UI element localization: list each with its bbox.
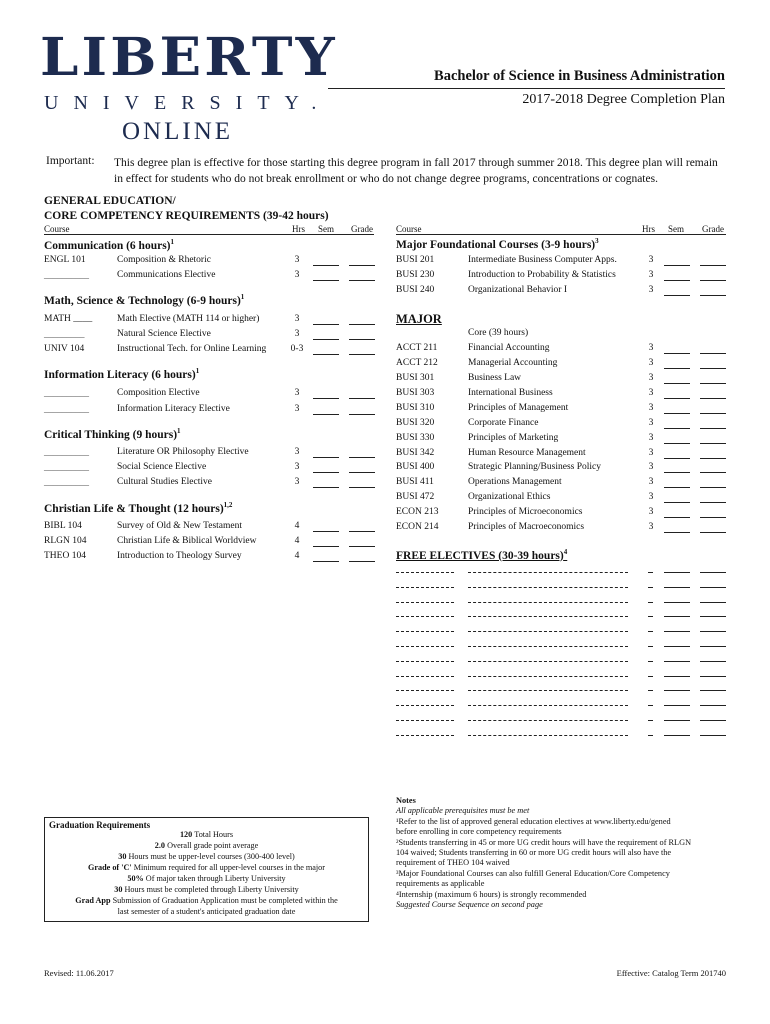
elective-hrs-field[interactable] [648,587,653,588]
grad-req-key: 30 [114,885,125,894]
elective-name-field[interactable] [468,720,628,721]
major-row-grade-field[interactable] [700,428,726,429]
major-row-code: ECON 214 [396,522,439,532]
gen-ed-row-grade-field[interactable] [349,398,375,399]
document-title: Bachelor of Science in Business Administration [434,68,725,84]
gen-ed-row-hrs: 3 [294,404,300,414]
elective-hrs-field[interactable] [648,616,653,617]
elective-grade-field[interactable] [700,646,726,647]
elective-code-field[interactable] [396,646,454,647]
gen-ed-row-code: _________ [44,329,85,339]
elective-hrs-field[interactable] [648,690,653,691]
note-line: requirement of THEO 104 waived [396,858,510,868]
elective-grade-field[interactable] [700,616,726,617]
section-title-1-sup: 1 [240,293,245,301]
grad-req-key: Grade of 'C' [88,863,134,872]
major-row-code: ACCT 212 [396,358,438,368]
gen-ed-row-name: Literature OR Philosophy Elective [117,447,249,457]
elective-name-field[interactable] [468,705,628,706]
grad-req-text: Of major taken through Liberty University [145,874,286,883]
grad-req-text: Overall grade point average [167,841,259,850]
gen-ed-row-hrs: 3 [294,329,300,339]
major-row-sem-field[interactable] [664,458,690,459]
major-core-label: Core (39 hours) [468,328,529,338]
elective-code-field[interactable] [396,676,454,677]
note-line: ¹Refer to the list of approved general education electives at www.liberty.edu/gened [396,816,671,826]
gen-ed-row-code: THEO 104 [44,551,86,561]
major-row-hrs: 3 [648,373,654,383]
section-title-1-text: Math, Science & Technology (6-9 hours) [44,294,241,307]
section-title-3 [44,427,181,441]
major-row-grade-field[interactable] [700,443,726,444]
major-row-hrs: 3 [648,492,654,502]
gen-ed-row-name: Survey of Old & New Testament [117,521,243,531]
gen-ed-row-name: Christian Life & Biblical Worldview [117,536,257,546]
elective-code-field[interactable] [396,602,454,603]
grad-req-text: Hours must be upper-level courses (300-400 level) [128,852,295,861]
section-title-2-sup: 1 [195,367,200,375]
gen-ed-row-code: __________ [44,447,89,457]
gen-ed-row-sem-field[interactable] [313,280,339,281]
grad-req-key: 30 [118,852,129,861]
elective-name-field[interactable] [468,646,628,647]
major-row-name: Organizational Ethics [468,492,551,502]
gen-ed-row-grade-field[interactable] [349,531,375,532]
gen-ed-row-code: __________ [44,388,89,398]
grad-req-item [49,830,364,841]
section-title-0-text: Communication (6 hours) [44,239,171,252]
foundational-row-name: Organizational Behavior I [468,285,568,295]
graduation-requirements-box [44,817,369,922]
foundational-row-code: BUSI 201 [396,255,435,265]
grad-req-item [49,896,364,907]
section-title-4-text: Christian Life & Thought (12 hours) [44,502,224,515]
note-line: ³Major Foundational Courses can also fulfill General Education/Core Competency [396,868,670,878]
foundational-row-sem-field[interactable] [664,295,690,296]
gen-ed-row-sem-field[interactable] [313,561,339,562]
note-line: ²Students transferring in 45 or more UG credit hours will have the requirement of RLGN [396,837,692,847]
elective-hrs-field[interactable] [648,676,653,677]
col-grade-right: Grade [702,224,724,234]
foundational-row-code: BUSI 240 [396,285,435,295]
major-row-hrs: 3 [648,507,654,517]
document-subtitle: 2017-2018 Degree Completion Plan [522,92,725,107]
title-rule [328,88,725,89]
gen-ed-row-sem-field[interactable] [313,339,339,340]
foundational-title-text: Major Foundational Courses (3-9 hours) [396,238,596,251]
section-title-0 [44,238,174,252]
col-course-left: Course [44,224,70,234]
elective-name-field[interactable] [468,676,628,677]
elective-code-field[interactable] [396,587,454,588]
gen-ed-row-sem-field[interactable] [313,265,339,266]
note-line: Suggested Course Sequence on second page [396,900,543,910]
gen-ed-row-hrs: 4 [294,551,300,561]
gen-ed-row-code: __________ [44,270,89,280]
gen-ed-row-name: Composition & Rhetoric [117,255,211,265]
note-line: before enrolling in core competency requirements [396,827,562,837]
major-row-sem-field[interactable] [664,383,690,384]
elective-hrs-field[interactable] [648,735,653,736]
elective-hrs-field[interactable] [648,720,653,721]
elective-grade-field[interactable] [700,602,726,603]
gen-ed-row-grade-field[interactable] [349,414,375,415]
major-row-hrs: 3 [648,403,654,413]
gen-ed-row-hrs: 3 [294,270,300,280]
liberty-logo-text: LIBERTY [40,27,338,88]
major-row-name: International Business [468,388,553,398]
gen-ed-row-sem-field[interactable] [313,324,339,325]
major-row-name: Financial Accounting [468,343,550,353]
major-row-hrs: 3 [648,418,654,428]
gen-ed-row-sem-field[interactable] [313,398,339,399]
major-row-grade-field[interactable] [700,458,726,459]
major-row-grade-field[interactable] [700,368,726,369]
elective-hrs-field[interactable] [648,661,653,662]
foundational-row-code: BUSI 230 [396,270,435,280]
section-title-0-sup: 1 [170,238,175,246]
grad-req-text: Hours must be completed through Liberty University [124,885,299,894]
elective-grade-field[interactable] [700,676,726,677]
major-row-sem-field[interactable] [664,532,690,533]
gen-ed-row-code: RLGN 104 [44,536,87,546]
elective-grade-field[interactable] [700,705,726,706]
major-row-sem-field[interactable] [664,413,690,414]
elective-code-field[interactable] [396,572,454,573]
elective-grade-field[interactable] [700,690,726,691]
gen-ed-row-name: Math Elective (MATH 114 or higher) [117,314,260,324]
gen-ed-row-hrs: 3 [294,255,300,265]
major-row-code: BUSI 330 [396,433,435,443]
foundational-title-sup: 3 [595,237,599,245]
elective-grade-field[interactable] [700,631,726,632]
major-row-name: Human Resource Management [468,448,586,458]
major-row-sem-field[interactable] [664,472,690,473]
gen-ed-row-hrs: 3 [294,314,300,324]
header-rule-right [396,234,726,235]
major-row-sem-field[interactable] [664,398,690,399]
elective-sem-field[interactable] [664,661,690,662]
revised-date: Revised: 11.06.2017 [44,968,114,978]
free-electives-title-sup: 4 [563,548,568,556]
foundational-row-hrs: 3 [648,270,654,280]
major-row-hrs: 3 [648,433,654,443]
gen-ed-row-sem-field[interactable] [313,457,339,458]
elective-code-field[interactable] [396,720,454,721]
gen-ed-row-sem-field[interactable] [313,531,339,532]
elective-code-field[interactable] [396,705,454,706]
gen-ed-row-sem-field[interactable] [313,414,339,415]
online-logo-text: ONLINE [122,118,234,145]
major-row-grade-field[interactable] [700,532,726,533]
grad-req-key: Grad App [75,896,113,905]
section-title-4 [44,501,232,515]
major-row-sem-field[interactable] [664,502,690,503]
grad-req-key: 120 [179,830,195,839]
gen-ed-row-code: UNIV 104 [44,344,85,354]
gen-ed-row-grade-field[interactable] [349,324,375,325]
gen-ed-row-grade-field[interactable] [349,546,375,547]
major-row-sem-field[interactable] [664,368,690,369]
elective-sem-field[interactable] [664,735,690,736]
gen-ed-row-code: BIBL 104 [44,521,82,531]
elective-sem-field[interactable] [664,720,690,721]
gen-ed-row-name: Information Literacy Elective [117,404,230,414]
elective-hrs-field[interactable] [648,705,653,706]
major-row-name: Principles of Management [468,403,569,413]
major-row-sem-field[interactable] [664,517,690,518]
major-row-name: Business Law [468,373,522,383]
gen-ed-row-sem-field[interactable] [313,472,339,473]
gen-ed-row-hrs: 3 [294,462,300,472]
major-row-hrs: 3 [648,358,654,368]
major-row-code: BUSI 400 [396,462,435,472]
section-title-2 [44,367,199,381]
elective-hrs-field[interactable] [648,602,653,603]
elective-sem-field[interactable] [664,631,690,632]
gen-ed-row-hrs: 3 [294,447,300,457]
gen-ed-row-grade-field[interactable] [349,472,375,473]
grad-req-item [49,863,364,874]
elective-name-field[interactable] [468,735,628,736]
major-row-hrs: 3 [648,462,654,472]
elective-hrs-field[interactable] [648,631,653,632]
effective-term: Effective: Catalog Term 201740 [616,968,726,978]
grad-req-item [49,907,364,918]
gen-ed-row-sem-field[interactable] [313,354,339,355]
elective-hrs-field[interactable] [648,646,653,647]
gen-ed-row-code: __________ [44,477,89,487]
major-row-grade-field[interactable] [700,487,726,488]
grad-req-text: Total Hours [194,830,234,839]
col-sem-left: Sem [318,224,335,234]
major-row-name: Operations Management [468,477,562,487]
gen-ed-row-sem-field[interactable] [313,487,339,488]
major-row-grade-field[interactable] [700,517,726,518]
section-title-4-sup: 1,2 [223,501,233,509]
gen-ed-row-code: __________ [44,462,89,472]
major-row-code: ECON 213 [396,507,439,517]
foundational-row-hrs: 3 [648,285,654,295]
elective-code-field[interactable] [396,690,454,691]
major-row-grade-field[interactable] [700,353,726,354]
university-logo-text: UNIVERSITY. [44,92,332,114]
gen-ed-row-grade-field[interactable] [349,457,375,458]
elective-sem-field[interactable] [664,602,690,603]
note-line: ⁴Internship (maximum 6 hours) is strongly recommended [396,889,587,899]
gen-ed-row-name: Communications Elective [117,270,216,280]
elective-grade-field[interactable] [700,720,726,721]
grad-req-key: 50% [127,874,146,883]
gen-ed-row-grade-field[interactable] [349,561,375,562]
gen-ed-row-hrs: 3 [294,388,300,398]
major-row-hrs: 3 [648,343,654,353]
major-heading: MAJOR [396,312,442,326]
gen-ed-row-name: Social Science Elective [117,462,207,472]
gen-ed-row-hrs: 3 [294,477,300,487]
elective-sem-field[interactable] [664,572,690,573]
important-label: Important: [46,155,95,167]
major-row-code: ACCT 211 [396,343,438,353]
major-row-name: Principles of Microeconomics [468,507,583,517]
elective-name-field[interactable] [468,602,628,603]
major-row-grade-field[interactable] [700,502,726,503]
major-row-name: Corporate Finance [468,418,539,428]
gen-ed-row-name: Natural Science Elective [117,329,211,339]
elective-code-field[interactable] [396,616,454,617]
graduation-requirements-title: Graduation Requirements [49,820,151,830]
major-row-name: Managerial Accounting [468,358,558,368]
gen-ed-row-name: Composition Elective [117,388,200,398]
major-row-hrs: 3 [648,388,654,398]
foundational-row-hrs: 3 [648,255,654,265]
gen-ed-row-sem-field[interactable] [313,546,339,547]
major-row-code: BUSI 411 [396,477,434,487]
gen-ed-row-hrs: 4 [294,521,300,531]
foundational-row-grade-field[interactable] [700,280,726,281]
elective-grade-field[interactable] [700,661,726,662]
grad-req-item [49,874,364,885]
grad-req-text: Minimum required for all upper-level courses in the major [133,863,325,872]
col-course-right: Course [396,224,422,234]
gen-ed-row-name: Cultural Studies Elective [117,477,212,487]
notes-title: Notes [396,796,416,805]
grad-req-key: 2.0 [154,841,168,850]
section-title-3-text: Critical Thinking (9 hours) [44,428,178,441]
major-row-hrs: 3 [648,522,654,532]
foundational-row-grade-field[interactable] [700,295,726,296]
foundational-row-name: Intermediate Business Computer Apps. [468,255,617,265]
elective-sem-field[interactable] [664,690,690,691]
foundational-row-grade-field[interactable] [700,265,726,266]
major-row-grade-field[interactable] [700,398,726,399]
header-rule-left [44,234,374,235]
elective-name-field[interactable] [468,572,628,573]
major-row-code: BUSI 310 [396,403,435,413]
elective-sem-field[interactable] [664,587,690,588]
foundational-row-sem-field[interactable] [664,265,690,266]
major-row-sem-field[interactable] [664,353,690,354]
major-row-sem-field[interactable] [664,443,690,444]
elective-code-field[interactable] [396,661,454,662]
elective-code-field[interactable] [396,735,454,736]
major-row-name: Strategic Planning/Business Policy [468,462,601,472]
note-line: All applicable prerequisites must be met [396,806,530,816]
section-title-3-sup: 1 [177,427,181,435]
major-row-grade-field[interactable] [700,472,726,473]
elective-name-field[interactable] [468,631,628,632]
major-row-name: Principles of Macroeconomics [468,522,585,532]
grad-req-item [49,841,364,852]
elective-sem-field[interactable] [664,616,690,617]
gen-ed-row-hrs: 4 [294,536,300,546]
col-hrs-left: Hrs [292,224,305,234]
gen-ed-row-name: Instructional Tech. for Online Learning [117,344,267,354]
major-row-hrs: 3 [648,448,654,458]
grad-req-item [49,885,364,896]
elective-name-field[interactable] [468,587,628,588]
col-hrs-right: Hrs [642,224,655,234]
notes-section [396,796,726,910]
elective-sem-field[interactable] [664,676,690,677]
elective-name-field[interactable] [468,616,628,617]
elective-grade-field[interactable] [700,587,726,588]
major-row-sem-field[interactable] [664,487,690,488]
col-grade-left: Grade [351,224,373,234]
elective-sem-field[interactable] [664,705,690,706]
gen-ed-row-name: Introduction to Theology Survey [117,551,242,561]
elective-grade-field[interactable] [700,572,726,573]
elective-name-field[interactable] [468,661,628,662]
free-electives-title-text: FREE ELECTIVES (30-39 hours) [396,549,564,562]
note-line: 104 waived; Students transferring in 60 or more UG credit hours will also have the [396,848,672,858]
free-electives-title [396,548,567,562]
grad-req-text: Submission of Graduation Application must be completed within the [112,896,338,905]
gen-ed-heading-line1: GENERAL EDUCATION/ [44,195,176,207]
section-title-2-text: Information Literacy (6 hours) [44,368,196,381]
major-row-name: Principles of Marketing [468,433,559,443]
major-row-code: BUSI 301 [396,373,435,383]
major-row-hrs: 3 [648,477,654,487]
foundational-row-sem-field[interactable] [664,280,690,281]
gen-ed-row-hrs: 0-3 [290,344,304,354]
gen-ed-heading [44,194,329,224]
important-text: This degree plan is effective for those starting this degree program in fall 2017 through summer 2018. This degree plan will remain in effect for students who do not break enrollment or who do not change degree programs, concentrations or cognates. [114,157,718,185]
major-row-sem-field[interactable] [664,428,690,429]
gen-ed-row-grade-field[interactable] [349,280,375,281]
gen-ed-row-code: ENGL 101 [44,255,86,265]
grad-req-item [49,852,364,863]
major-row-code: BUSI 472 [396,492,435,502]
gen-ed-heading-line2: CORE COMPETENCY REQUIREMENTS (39-42 hours) [44,210,329,222]
gen-ed-row-code: MATH ____ [44,314,93,324]
gen-ed-row-grade-field[interactable] [349,487,375,488]
section-title-1 [44,293,244,307]
major-row-grade-field[interactable] [700,383,726,384]
gen-ed-row-grade-field[interactable] [349,354,375,355]
elective-sem-field[interactable] [664,646,690,647]
gen-ed-row-grade-field[interactable] [349,339,375,340]
foundational-row-name: Introduction to Probability & Statistics [468,270,616,280]
gen-ed-row-grade-field[interactable] [349,265,375,266]
elective-code-field[interactable] [396,631,454,632]
gen-ed-row-code: __________ [44,404,89,414]
major-row-code: BUSI 303 [396,388,435,398]
foundational-title [396,237,599,251]
note-line: requirements as applicable [396,879,485,889]
col-sem-right: Sem [668,224,685,234]
elective-grade-field[interactable] [700,735,726,736]
major-row-code: BUSI 320 [396,418,435,428]
grad-req-text: last semester of a student's anticipated graduation date [117,907,296,916]
major-row-code: BUSI 342 [396,448,435,458]
elective-hrs-field[interactable] [648,572,653,573]
major-row-grade-field[interactable] [700,413,726,414]
elective-name-field[interactable] [468,690,628,691]
